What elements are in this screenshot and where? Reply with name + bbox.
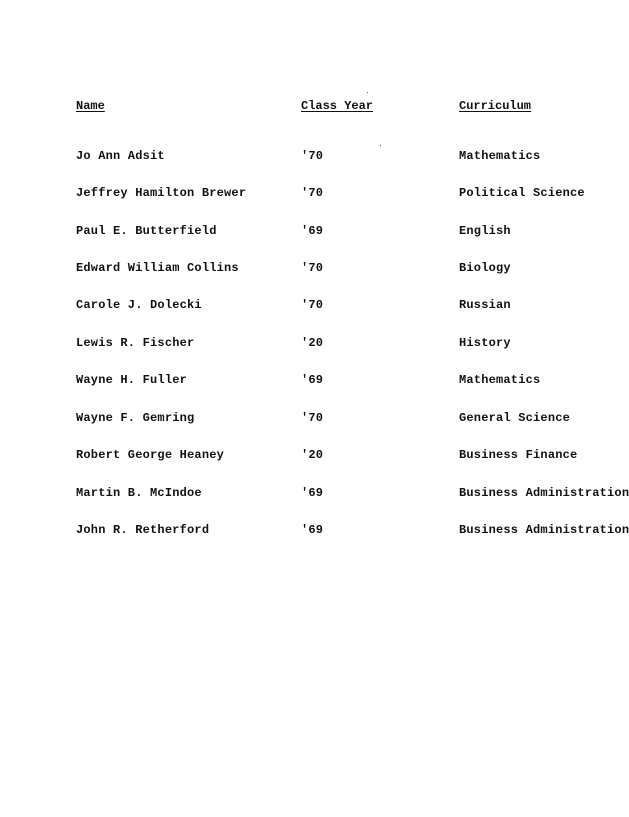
- curriculum: English: [459, 224, 511, 238]
- class-year: '69: [301, 373, 324, 387]
- scan-speck: [380, 145, 381, 146]
- curriculum: Business Finance: [459, 448, 578, 462]
- student-name: Carole J. Dolecki: [76, 298, 202, 312]
- curriculum: Mathematics: [459, 149, 541, 163]
- table-row: [0, 523, 629, 539]
- curriculum: Political Science: [459, 186, 585, 200]
- header-class-year: Class Year: [301, 99, 374, 113]
- header-name: Name: [76, 99, 105, 113]
- table-row: [0, 448, 629, 464]
- table-row: [0, 298, 629, 314]
- table-row: [0, 373, 629, 389]
- student-name: Jeffrey Hamilton Brewer: [76, 186, 247, 200]
- student-name: Martin B. McIndoe: [76, 486, 202, 500]
- class-year: '69: [301, 523, 324, 537]
- student-name: Wayne H. Fuller: [76, 373, 188, 387]
- table-row: [0, 411, 629, 427]
- student-name: Robert George Heaney: [76, 448, 225, 462]
- student-name: Wayne F. Gemring: [76, 411, 195, 425]
- table-row: [0, 486, 629, 502]
- student-name: Edward William Collins: [76, 261, 239, 275]
- curriculum: Business Administration: [459, 486, 629, 500]
- class-year: '70: [301, 261, 324, 275]
- class-year: '20: [301, 336, 324, 350]
- header-curriculum: Curriculum: [459, 99, 532, 113]
- class-year: '69: [301, 224, 324, 238]
- student-name: Paul E. Butterfield: [76, 224, 217, 238]
- curriculum: History: [459, 336, 511, 350]
- curriculum: Mathematics: [459, 373, 541, 387]
- table-row: [0, 186, 629, 202]
- class-year: '70: [301, 411, 324, 425]
- curriculum: Russian: [459, 298, 511, 312]
- table-row: [0, 149, 629, 165]
- scan-speck: [367, 92, 368, 93]
- class-year: '70: [301, 149, 324, 163]
- class-year: '69: [301, 486, 324, 500]
- curriculum: Business Administration: [459, 523, 629, 537]
- student-name: Lewis R. Fischer: [76, 336, 195, 350]
- student-name: Jo Ann Adsit: [76, 149, 165, 163]
- curriculum: Biology: [459, 261, 511, 275]
- class-year: '20: [301, 448, 324, 462]
- class-year: '70: [301, 298, 324, 312]
- table-header: [0, 99, 629, 115]
- student-name: John R. Retherford: [76, 523, 210, 537]
- class-year: '70: [301, 186, 324, 200]
- table-row: [0, 261, 629, 277]
- table-row: [0, 336, 629, 352]
- curriculum: General Science: [459, 411, 571, 425]
- table-row: [0, 224, 629, 240]
